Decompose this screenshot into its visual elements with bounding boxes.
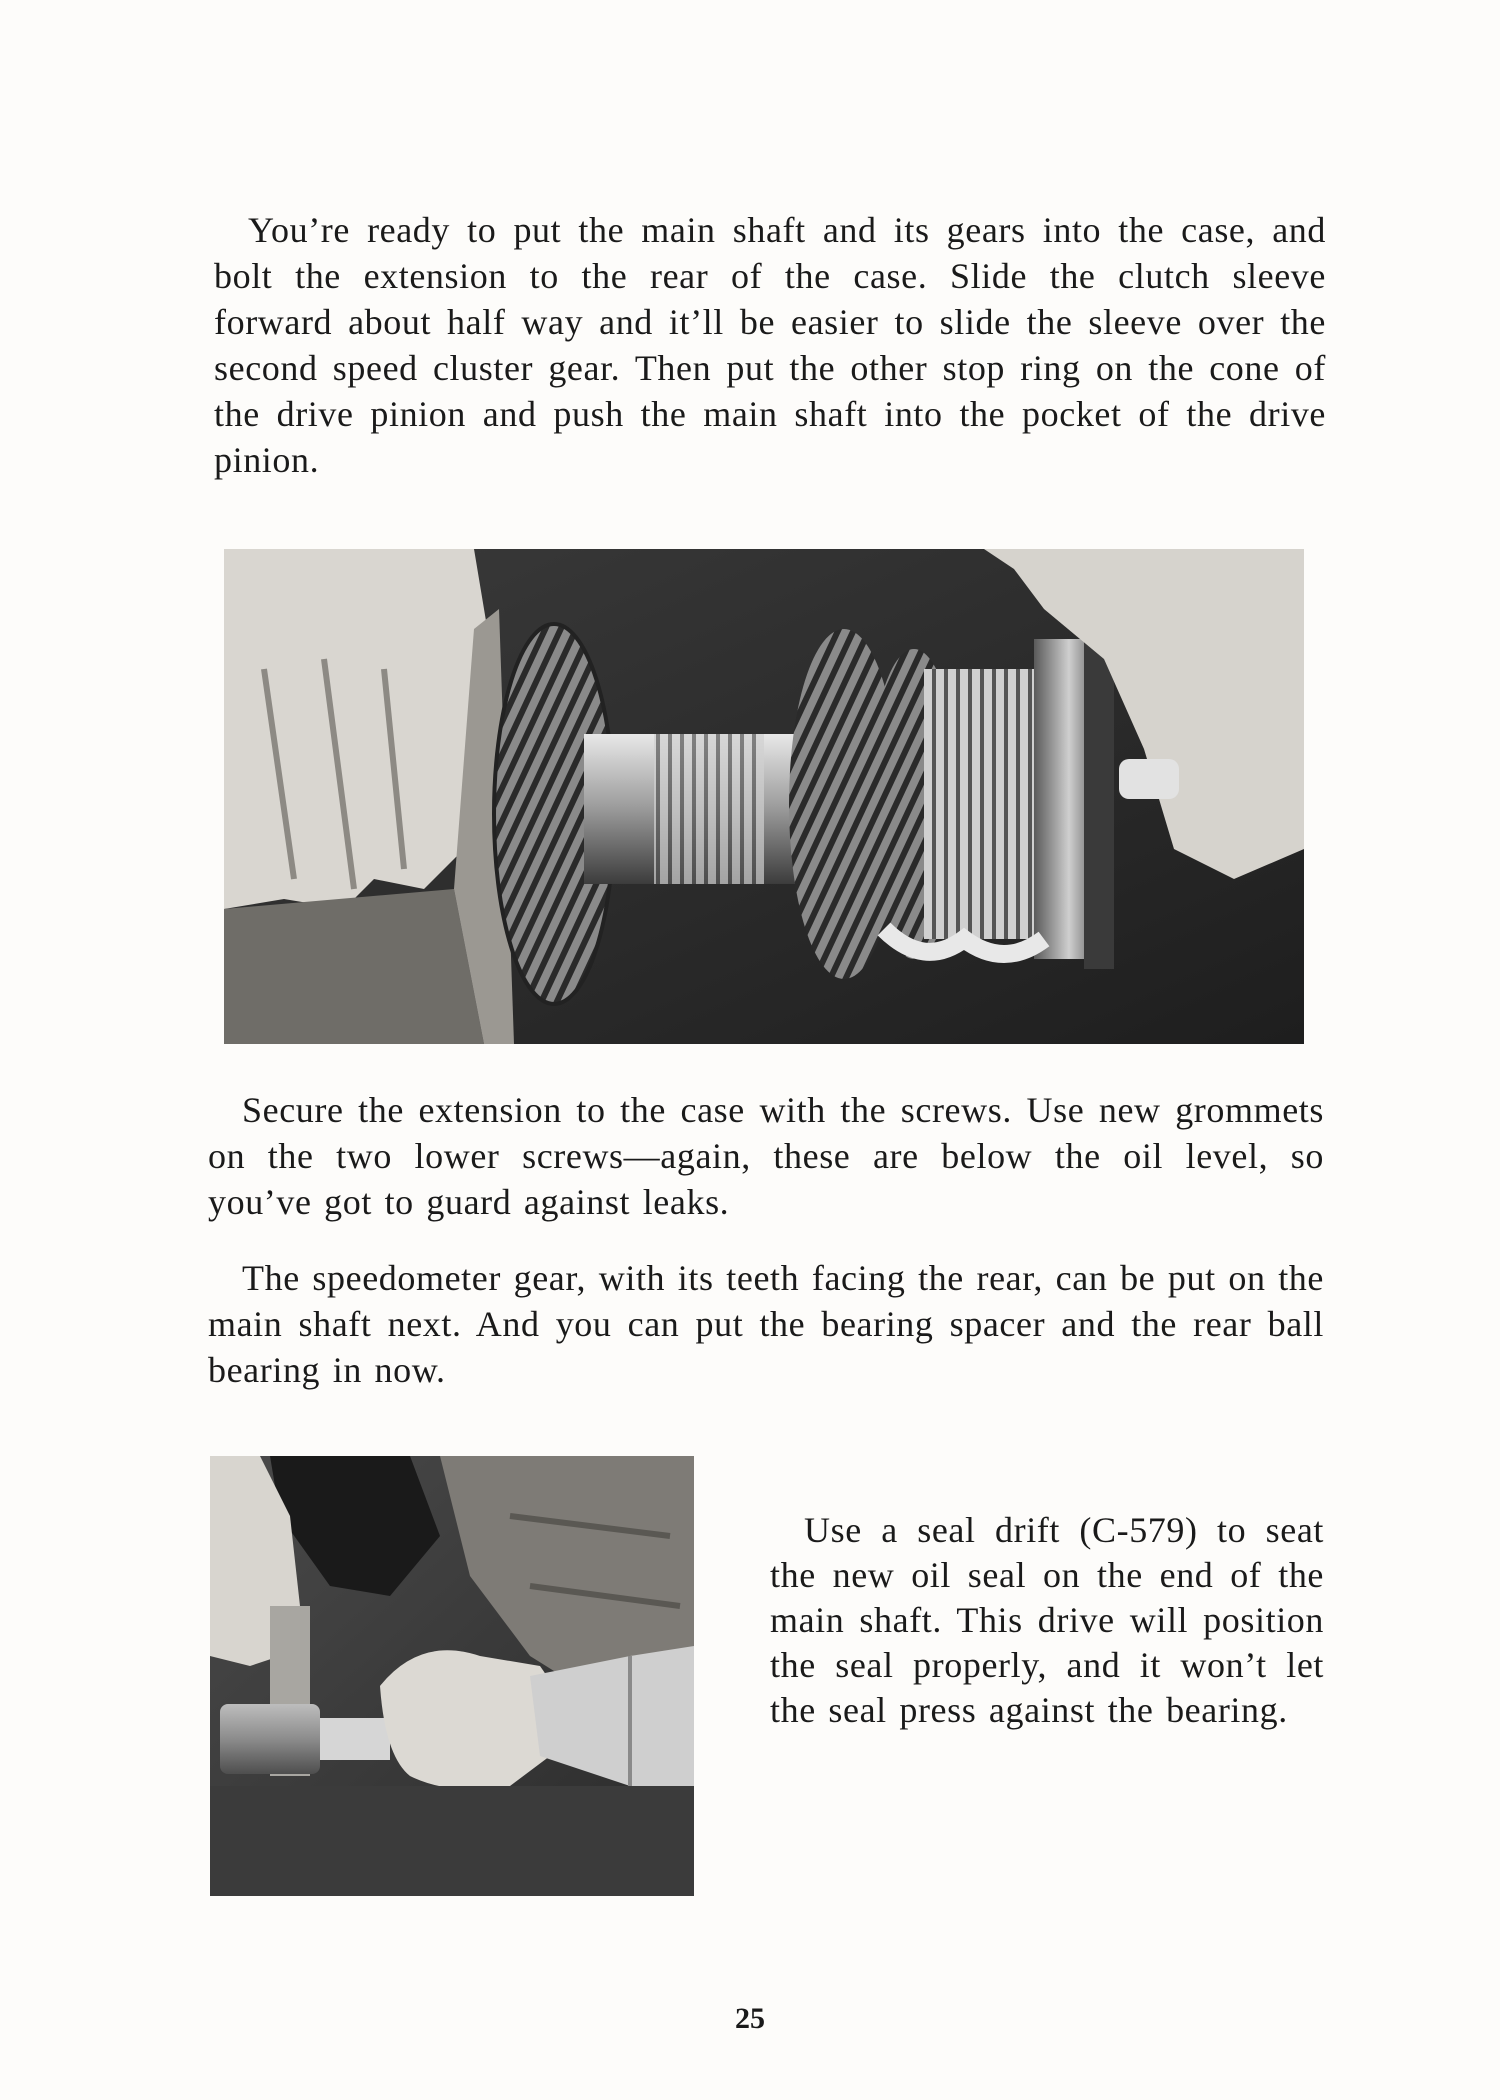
paragraph-speedometer-gear: The speedometer gear, with its teeth facing the rear, can be put on the main shaft next. And you can put the bearing spacer and the rear ball bearing in now.	[208, 1258, 1324, 1390]
paragraph-seal-drift: Use a seal drift (C-579) to seat the new oil seal on the end of the main shaft. This drive will position the seal properly, and it won’t let the seal press against the bearing.	[770, 1510, 1324, 1730]
paragraph-main-shaft-install: You’re ready to put the main shaft and its gears into the case, and bolt the extension to the rear of the case. Slide the clutch sleeve forward about half way and it’ll be easier to slide the sleeve over the second speed cluster gear. Then put the other stop ring on the cone of the drive pinion and push the main shaft into the pocket of the drive pinion.	[214, 210, 1326, 480]
page-number: 25	[735, 2002, 765, 2035]
paragraph-secure-extension: Secure the extension to the case with the screws. Use new grommets on the two lower screws—again, these are below the oil level, so you’ve got to guard against leaks.	[208, 1090, 1324, 1222]
photo-main-shaft-gears	[224, 549, 1304, 1044]
seal-drift-illustration	[210, 1456, 694, 1896]
gear-assembly-illustration	[224, 549, 1304, 1044]
photo-seal-drift	[210, 1456, 694, 1896]
